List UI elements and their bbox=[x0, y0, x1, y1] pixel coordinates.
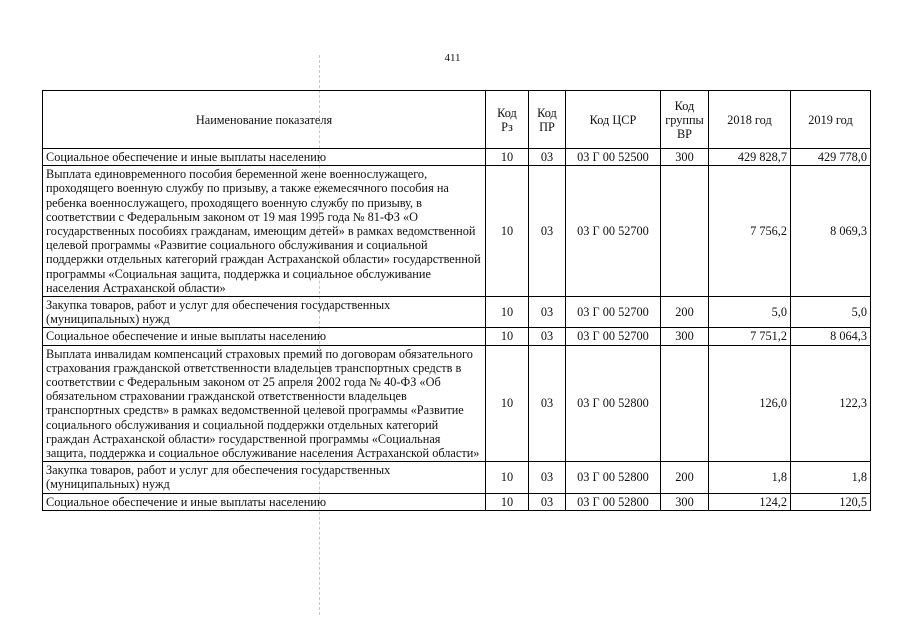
row-rz: 10 bbox=[486, 462, 529, 493]
header-csr bbox=[566, 91, 661, 149]
row-pr: 03 bbox=[529, 297, 566, 328]
row-pr: 03 bbox=[529, 345, 566, 462]
header-vr bbox=[661, 91, 709, 149]
row-csr: 03 Г 00 52700 bbox=[566, 297, 661, 328]
header-rz bbox=[486, 91, 529, 149]
table-row bbox=[43, 493, 871, 510]
row-2018: 7 751,2 bbox=[709, 328, 791, 345]
header-2018-label: 2018 год bbox=[727, 112, 772, 127]
row-csr: 03 Г 00 52800 bbox=[566, 462, 661, 493]
header-vr-line2: группы bbox=[665, 112, 704, 127]
header-pr-line1: Код bbox=[537, 105, 557, 120]
row-vr: 200 bbox=[661, 462, 709, 493]
header-rz-line1: Код bbox=[497, 105, 517, 120]
page-number: 411 bbox=[444, 52, 461, 64]
row-rz: 10 bbox=[486, 297, 529, 328]
row-2019: 8 064,3 bbox=[791, 328, 871, 345]
row-csr: 03 Г 00 52800 bbox=[566, 493, 661, 510]
row-2018: 5,0 bbox=[709, 297, 791, 328]
row-2019: 120,5 bbox=[791, 493, 871, 510]
header-2019 bbox=[791, 91, 871, 149]
row-pr: 03 bbox=[529, 166, 566, 297]
budget-table bbox=[42, 90, 871, 511]
row-2018: 1,8 bbox=[709, 462, 791, 493]
table-row bbox=[43, 166, 871, 297]
header-pr bbox=[529, 91, 566, 149]
row-2019: 122,3 bbox=[791, 345, 871, 462]
row-name: Социальное обеспечение и иные выплаты населению bbox=[43, 328, 486, 345]
table-row bbox=[43, 149, 871, 166]
row-vr bbox=[661, 345, 709, 462]
table-row bbox=[43, 297, 871, 328]
row-name: Социальное обеспечение и иные выплаты населению bbox=[43, 493, 486, 510]
row-rz: 10 bbox=[486, 149, 529, 166]
row-name: Закупка товаров, работ и услуг для обеспечения государственных (муниципальных) нужд bbox=[43, 462, 486, 493]
row-2018: 126,0 bbox=[709, 345, 791, 462]
row-pr: 03 bbox=[529, 328, 566, 345]
header-2018 bbox=[709, 91, 791, 149]
row-name: Выплата единовременного пособия беременной жене военнослужащего, проходящего военную службу по призыву, а также ежемесячного пособия на ребенка военнослужащего, проходящего военную службу по призыву, в соответствии с Федеральным законом от 19 мая 1995 года № 81-ФЗ «О государственных пособиях гражданам, имеющим детей» в рамках ведомственной целевой программы «Развитие социального обслуживания и социальной поддержки отдельных категорий граждан Астраханской области» государственной программы «Социальная защита, поддержка и социальное обслуживание населения Астраханской области» bbox=[43, 166, 486, 297]
header-vr-line3: ВР bbox=[676, 126, 693, 141]
row-name: Социальное обеспечение и иные выплаты населению bbox=[43, 149, 486, 166]
row-name: Выплата инвалидам компенсаций страховых премий по договорам обязательного страхования гражданской ответственности владельцев транспортных средств в соответствии с Федеральным законом от 25 апреля 2002 года № 40-ФЗ «Об обязательном страховании гражданской ответственности владельцев транспортных средств» в рамках ведомственной целевой программы «Развитие социального обслуживания и социальной поддержки отдельных категорий граждан Астраханской области» государственной программы «Социальная защита, поддержка и социальное обслуживание населения Астраханской области» bbox=[43, 345, 486, 462]
row-pr: 03 bbox=[529, 149, 566, 166]
row-csr: 03 Г 00 52800 bbox=[566, 345, 661, 462]
row-csr: 03 Г 00 52700 bbox=[566, 166, 661, 297]
row-rz: 10 bbox=[486, 328, 529, 345]
row-csr: 03 Г 00 52500 bbox=[566, 149, 661, 166]
row-2019: 1,8 bbox=[791, 462, 871, 493]
header-name bbox=[43, 91, 486, 149]
row-2019: 8 069,3 bbox=[791, 166, 871, 297]
table-row bbox=[43, 328, 871, 345]
header-csr-label: Код ЦСР bbox=[589, 112, 637, 127]
header-rz-line2: Рз bbox=[501, 119, 513, 134]
table-row bbox=[43, 345, 871, 462]
row-2018: 7 756,2 bbox=[709, 166, 791, 297]
header-row bbox=[43, 91, 871, 149]
row-pr: 03 bbox=[529, 493, 566, 510]
header-pr-line2: ПР bbox=[539, 119, 555, 134]
row-vr: 200 bbox=[661, 297, 709, 328]
row-vr: 300 bbox=[661, 328, 709, 345]
row-rz: 10 bbox=[486, 345, 529, 462]
row-csr: 03 Г 00 52700 bbox=[566, 328, 661, 345]
row-rz: 10 bbox=[486, 493, 529, 510]
table-row bbox=[43, 462, 871, 493]
row-rz: 10 bbox=[486, 166, 529, 297]
header-name-label: Наименование показателя bbox=[195, 112, 333, 127]
row-name: Закупка товаров, работ и услуг для обеспечения государственных (муниципальных) нужд bbox=[43, 297, 486, 328]
row-2018: 429 828,7 bbox=[709, 149, 791, 166]
row-pr: 03 bbox=[529, 462, 566, 493]
row-vr bbox=[661, 166, 709, 297]
row-vr: 300 bbox=[661, 493, 709, 510]
header-vr-line1: Код bbox=[674, 98, 695, 113]
row-vr: 300 bbox=[661, 149, 709, 166]
row-2019: 429 778,0 bbox=[791, 149, 871, 166]
row-2018: 124,2 bbox=[709, 493, 791, 510]
row-2019: 5,0 bbox=[791, 297, 871, 328]
header-2019-label: 2019 год bbox=[808, 112, 853, 127]
